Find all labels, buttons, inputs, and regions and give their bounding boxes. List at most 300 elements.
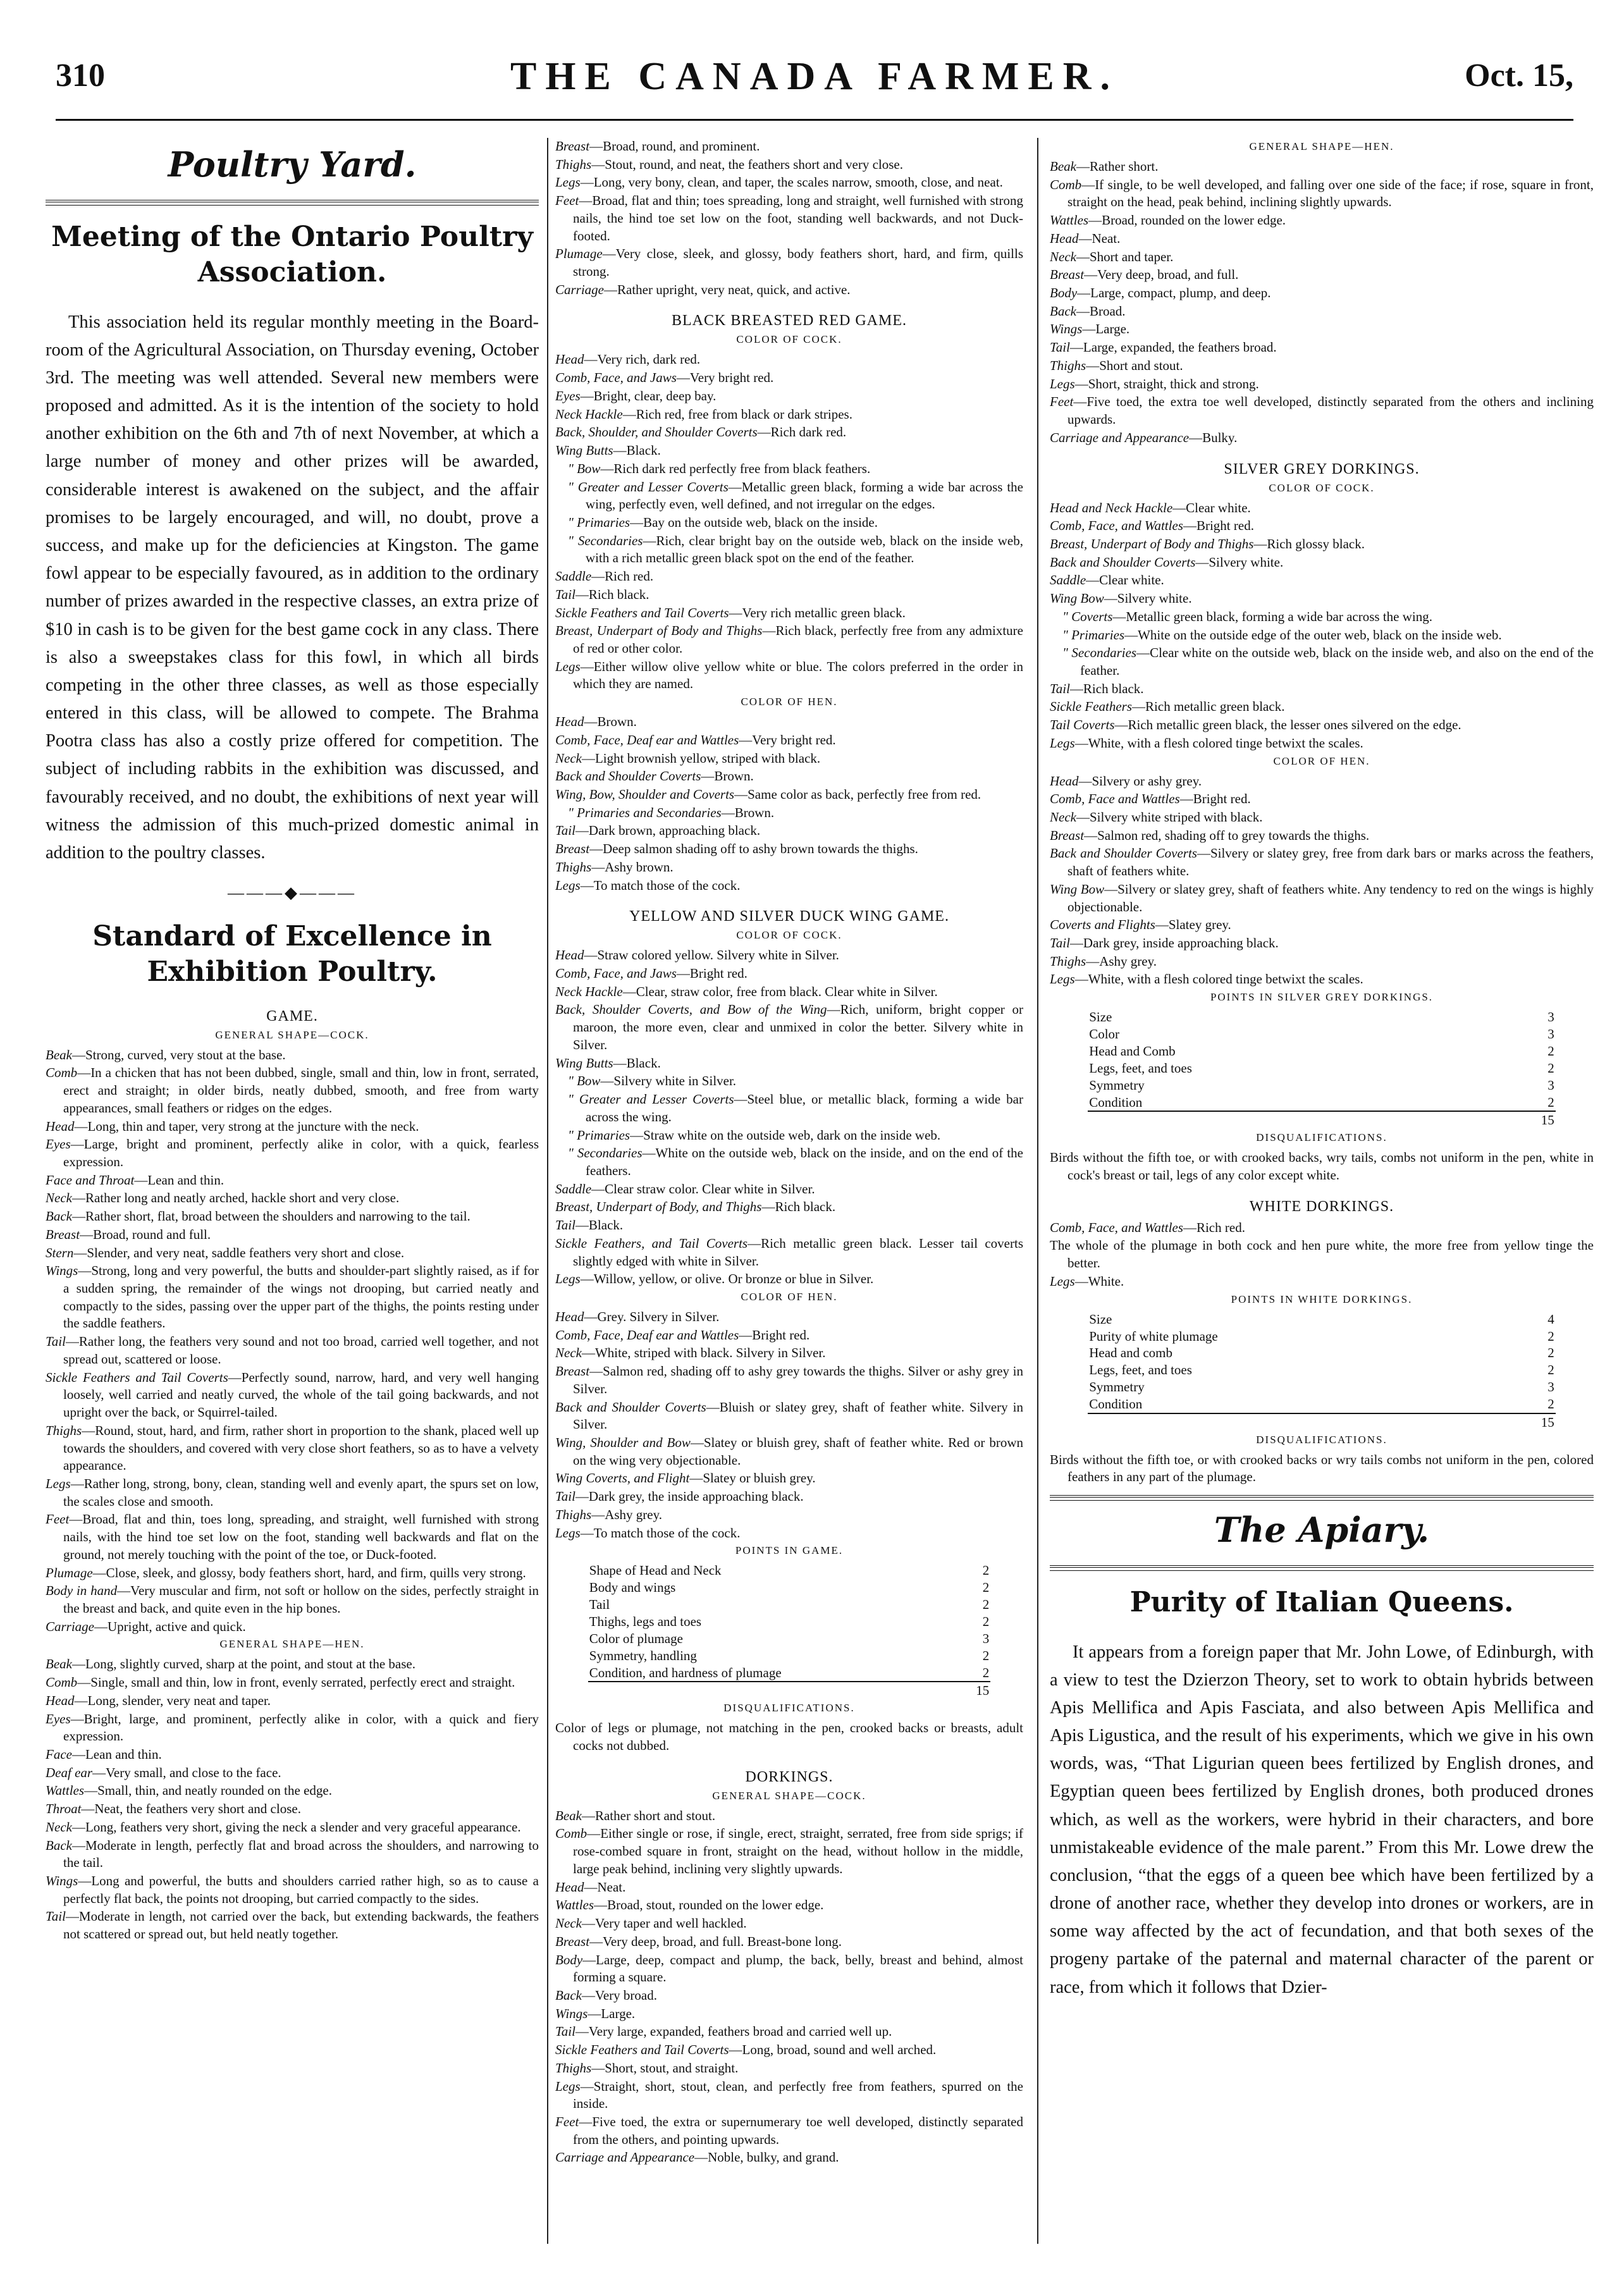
disqualifications-text: Color of legs or plumage, not matching in the pen, crooked backs or breasts, adult cocks not dubbed. <box>555 1720 1023 1754</box>
entry-key: Comb, Face, Deaf ear and Wattles <box>555 1327 739 1343</box>
standard-entry: Back, Shoulder, and Shoulder Coverts—Rich dark red. <box>555 424 847 440</box>
standard-entry: Plumage—Close, sleek, and glossy, body feathers short, hard, and firm, quills very strong. <box>46 1565 526 1580</box>
entry-text: Upright, active and quick. <box>108 1618 246 1634</box>
entry-key: Comb, Face, and Jaws <box>555 966 677 982</box>
standard-entry: Wings—Long and powerful, the butts and shoulders carried rather high, so as to cause a perfectly flat back, the points not drooping, but carried compactly to the sides. <box>46 1873 539 1906</box>
entry-text: Metallic green black, forming a wide bar across the wing, perfectly even, well defined, and not irregular on the edges. <box>586 479 1023 512</box>
entry-key: Body in hand <box>46 1583 118 1599</box>
points-total: 15 <box>1528 1413 1556 1431</box>
points-label: Legs, feet, and toes <box>1089 1061 1195 1076</box>
entry-text: Bright red. <box>689 966 747 982</box>
entry-key: Wing Butts <box>555 1055 613 1071</box>
points-label: Symmetry <box>1089 1379 1147 1394</box>
standard-entry: " Greater and Lesser Coverts—Metallic green black, forming a wide bar across the wing, perfectly even, well defined, and not irregular on the edges. <box>568 479 1023 512</box>
standard-entry: Neck—Rather long and neatly arched, hackle short and very close. <box>46 1190 400 1206</box>
entry-key: Head <box>555 714 584 730</box>
entry-text: Dark grey, the inside approaching black. <box>588 1489 804 1505</box>
entry-key: Neck <box>555 750 582 766</box>
points-value: 3 <box>1547 1077 1554 1093</box>
standard-entry: Neck—White, striped with black. Silvery in Silver. <box>555 1345 826 1361</box>
points-table <box>1088 1009 1556 1129</box>
entry-text: Steel blue, or metallic black, forming a wide bar across the wing. <box>586 1092 1023 1124</box>
entry-text: Short and stout. <box>1099 357 1183 373</box>
standard-entry: Head—Neat. <box>555 1879 626 1895</box>
entry-text: Rich black. <box>1083 680 1144 696</box>
entry-key: Wattles <box>1050 212 1089 228</box>
entry-text: Bay on the outside web, black on the inside. <box>643 514 878 530</box>
entry-text: Very rich, dark red. <box>597 352 701 367</box>
entry-text: Short, straight, thick and strong. <box>1088 376 1259 391</box>
entry-text: Silvery or ashy grey. <box>1092 773 1202 789</box>
entry-key: Saddle <box>555 569 592 584</box>
points-label: Size <box>1089 1312 1114 1327</box>
entry-list <box>555 1807 1023 2167</box>
standard-entry: Tail—Rich black. <box>555 586 649 602</box>
entry-key: Tail <box>1050 680 1070 696</box>
entry-key: Back, Shoulder Coverts, and Bow of the Wing <box>555 1002 827 1018</box>
subsection-heading: COLOR OF HEN. <box>741 696 838 708</box>
standard-entry: Breast—Deep salmon shading off to ashy brown towards the thighs. <box>555 841 918 857</box>
points-table <box>588 1562 990 1699</box>
points-row <box>1088 1060 1556 1077</box>
entry-key: Stern <box>46 1245 74 1260</box>
entry-key: " Secondaries <box>1062 645 1137 661</box>
entry-text: Small, thin, and neatly rounded on the edge. <box>97 1783 332 1799</box>
standard-entry: Beak—Rather short and stout. <box>555 1807 716 1823</box>
entry-text: Black. <box>626 443 661 459</box>
entry-key: Head <box>1050 230 1079 246</box>
standard-entry: Comb, Face and Wattles—Bright red. <box>1050 791 1251 807</box>
column-1 <box>46 138 539 2244</box>
entry-text: Broad, rounded on the lower edge. <box>1102 212 1286 228</box>
entry-text: Moderate in length, perfectly flat and broad across the shoulders, and narrowing to the tail. <box>63 1837 539 1871</box>
points-label: Purity of white plumage <box>1089 1329 1221 1344</box>
points-label: Size <box>1089 1009 1114 1025</box>
standard-entry: Thighs—Ashy brown. <box>555 859 674 875</box>
entry-key: Tail <box>555 2024 575 2040</box>
section-heading: GAME. <box>266 1007 318 1025</box>
standard-entry: " Secondaries—White on the outside web, black on the inside, and on the end of the feathers. <box>568 1145 1023 1178</box>
standard-entry: Body—Large, deep, compact and plump, the back, belly, breast and behind, almost forming a square. <box>555 1952 1023 1985</box>
entry-text: Same color as back, perfectly free from red. <box>747 787 981 802</box>
standard-entry: Tail Coverts—Rich metallic green black, the lesser ones silvered on the edge. <box>1050 717 1461 733</box>
entry-text: Five toed, the extra toe well developed, distinctly separated from the others and inclining upwards. <box>1067 394 1594 428</box>
entry-key: Breast, Underpart of Body, and Thighs <box>555 1199 762 1215</box>
entry-text: Rather short, flat, broad between the shoulders and narrowing to the tail. <box>85 1209 471 1224</box>
standard-entry: Eyes—Bright, large, and prominent, perfectly alike in color, with a quick and fiery expression. <box>46 1711 539 1744</box>
subsection-heading: DISQUALIFICATIONS. <box>1256 1433 1387 1446</box>
standard-entry: Comb, Face, Deaf ear and Wattles—Bright red. <box>555 1327 810 1343</box>
entry-key: Breast <box>555 1363 590 1379</box>
entry-text: Either single or rose, if single, erect, straight, serrated, free from side sprigs; if rose-combed square in front, straight on the head, without hollow in the middle, large peak behind, inclining very slightly upwards. <box>573 1826 1023 1876</box>
points-row <box>588 1562 990 1579</box>
entry-text: Very large, expanded, feathers broad and carried well up. <box>588 2024 892 2040</box>
entry-key: Deaf ear <box>46 1764 93 1780</box>
entry-text: Bright red. <box>1196 518 1254 534</box>
standard-entry: Carriage and Appearance—Noble, bulky, and grand. <box>555 2150 839 2165</box>
entry-text: Straight, short, stout, clean, and perfectly free from feathers, spurred on the inside. <box>573 2078 1023 2112</box>
entry-key: Legs <box>46 1475 71 1491</box>
points-value: 2 <box>1547 1094 1554 1110</box>
entry-text: Long and powerful, the butts and shoulders carried rather high, so as to cause a perfectly flat back, the points not drooping, but carried compactly to the sides. <box>63 1873 539 1906</box>
standard-entry: Wing Coverts, and Flight—Slatey or bluish grey. <box>555 1470 816 1486</box>
entry-key: Comb, Face, and Wattles <box>1050 1219 1183 1235</box>
entry-key: Tail <box>555 1217 575 1233</box>
entry-key: Comb <box>46 1675 78 1690</box>
entry-text: White, with a flesh colored tinge betwixt the scales. <box>1088 971 1363 987</box>
standard-entry: Legs—Either willow olive yellow white or blue. The colors preferred in the order in which they are named. <box>555 658 1023 692</box>
entry-key: Wings <box>46 1873 78 1889</box>
entry-list <box>46 1656 539 1943</box>
standard-entry: Breast—Very deep, broad, and full. Breast-bone long. <box>555 1933 842 1949</box>
entry-text: Straw white on the outside web, dark on the inside web. <box>643 1127 941 1143</box>
entry-text: To match those of the cock. <box>593 1525 741 1541</box>
entry-text: Silvery white. <box>1117 591 1192 606</box>
entry-text: Slatey grey. <box>1168 917 1231 933</box>
entry-key: Back <box>1050 303 1076 319</box>
entry-key: " Coverts <box>1062 608 1113 624</box>
points-row <box>1088 1362 1556 1379</box>
points-value: 3 <box>1547 1026 1554 1042</box>
entry-text: Broad. <box>1089 303 1126 319</box>
entry-list <box>46 1047 539 1636</box>
entry-key: Body <box>1050 285 1078 301</box>
entry-text: Black. <box>626 1055 661 1071</box>
entry-text: Neat. <box>1092 230 1121 246</box>
standard-entry: Neck—Light brownish yellow, striped with black. <box>555 750 821 766</box>
points-label: Head and Comb <box>1089 1043 1178 1059</box>
subsection-heading: GENERAL SHAPE—COCK. <box>215 1028 369 1041</box>
disqualifications-text: Birds without the fifth toe, or with crooked backs, wry tails, combs not uniform in the pen, white in cock's breast or tail, legs of any color except white. <box>1050 1150 1594 1183</box>
entry-text: Rather short. <box>1089 159 1159 174</box>
entry-text: Salmon red, shading off to grey towards the thighs. <box>1097 827 1370 843</box>
entry-key: Beak <box>46 1656 72 1672</box>
entry-text: Deep salmon shading off to ashy brown towards the thighs. <box>603 841 918 857</box>
entry-text: Rich black. <box>775 1199 836 1215</box>
standard-entry: Carriage and Appearance—Bulky. <box>1050 429 1238 445</box>
entry-key: Wing Bow <box>1050 591 1104 606</box>
points-label: Color of plumage <box>589 1631 686 1646</box>
entry-key: Neck <box>555 1916 582 1931</box>
standard-entry: Feet—Broad, flat and thin; toes spreading, long and straight, well furnished with strong nails, the hind toe set low on the foot, standing well backwards, and not Duck-footed. <box>555 193 1023 243</box>
entry-text: Rich metallic green black, the lesser ones silvered on the edge. <box>1128 717 1461 733</box>
section-heading: BLACK BREASTED RED GAME. <box>671 312 907 329</box>
entry-text: Silvery or slatey grey, free from dark bars or marks across the feathers, shaft of feathers white. <box>1067 846 1594 879</box>
points-label: Symmetry <box>1089 1078 1147 1093</box>
entry-list <box>555 1308 1023 1542</box>
points-row <box>588 1647 990 1665</box>
section-heading: WHITE DORKINGS. <box>1249 1198 1394 1215</box>
entry-text: Dark brown, approaching black. <box>588 823 761 839</box>
entry-text: Salmon red, shading off to ashy grey towards the thighs. Silver or ashy grey in Silver. <box>573 1363 1023 1396</box>
entry-text: Rich black. <box>588 586 649 602</box>
entry-key: Back <box>555 1987 582 2003</box>
entry-list <box>1050 773 1594 989</box>
subsection-heading: GENERAL SHAPE—COCK. <box>712 1789 866 1802</box>
entry-key: " Primaries <box>568 1127 631 1143</box>
section-ornament: ———◆——— <box>228 883 357 902</box>
entry-text: Round, stout, hard, and firm, rather short in proportion to the shank, placed well up towards the shoulders, and covered with very close short feathers, so as to have a velvety appearance. <box>63 1422 539 1474</box>
entry-key: Neck <box>46 1819 72 1835</box>
entry-key: Breast, Underpart of Body and Thighs <box>1050 536 1254 551</box>
entry-text: Perfectly sound, narrow, hard, and very well hanging loosely, well carried and neatly curved, the whole of the tail going backwards, and not upright over the back, or Squirrel-tailed. <box>63 1369 539 1420</box>
standard-entry: Legs—Short, straight, thick and strong. <box>1050 376 1259 391</box>
standard-entry: Back—Rather short, flat, broad between the shoulders and narrowing to the tail. <box>46 1209 471 1224</box>
standard-entry: Back and Shoulder Coverts—Brown. <box>555 768 754 784</box>
entry-text: Very deep, broad, and full. Breast-bone long. <box>603 1933 842 1949</box>
points-value: 2 <box>982 1647 990 1663</box>
standard-entry: Carriage—Upright, active and quick. <box>46 1618 246 1634</box>
entry-key: Comb, Face, and Wattles <box>1050 518 1183 534</box>
standard-entry: Legs—Long, very bony, clean, and taper, the scales narrow, smooth, close, and neat. <box>555 175 1003 190</box>
standard-entry: Tail—Rich black. <box>1050 680 1144 696</box>
entry-text: Brown. <box>734 804 775 820</box>
entry-key: Sickle Feathers and Tail Coverts <box>555 2042 729 2058</box>
subsection-heading: COLOR OF HEN. <box>741 1290 838 1303</box>
subsection-heading: COLOR OF COCK. <box>1269 481 1375 494</box>
points-table <box>1088 1311 1556 1431</box>
entry-key: Eyes <box>46 1136 71 1152</box>
entry-text: Rich red. <box>605 569 654 584</box>
standard-entry: Beak—Strong, curved, very stout at the base. <box>46 1047 286 1062</box>
entry-text: Rich, clear bright bay on the outside web, black on the inside web, with a rich metallic green black spot on the end of the feather. <box>586 532 1023 566</box>
entry-key: Breast <box>46 1226 80 1242</box>
entry-text: Long, slender, very neat and taper. <box>87 1692 271 1708</box>
entry-text: Rich dark red. <box>770 424 847 440</box>
entry-key: Wings <box>1050 321 1083 337</box>
points-label: Condition <box>1089 1396 1145 1412</box>
entry-text: Metallic green black, forming a wide bar across the wing. <box>1126 608 1432 624</box>
standard-entry: Legs—White. <box>1050 1273 1124 1289</box>
points-row <box>1088 1077 1556 1094</box>
entry-text: Bright red. <box>1193 791 1251 807</box>
entry-key: Breast <box>1050 827 1085 843</box>
standard-entry: Comb—In a chicken that has not been dubbed, single, small and thin, low in front, serrated, erect and straight; in older birds, neatly dubbed, smooth, and free from warty appearances, small feathers or ridges on the edges. <box>46 1065 539 1116</box>
points-total-row <box>1088 1413 1556 1431</box>
points-total-row <box>1088 1111 1556 1129</box>
standard-entry: Neck—Silvery white striped with black. <box>1050 809 1263 825</box>
points-value: 2 <box>982 1563 990 1579</box>
entry-text: Very deep, broad, and full. <box>1097 267 1239 283</box>
points-row <box>1088 1345 1556 1362</box>
standard-entry: Thighs—Round, stout, hard, and firm, rather short in proportion to the shank, placed well up towards the shoulders, and covered with very close short feathers, so as to have a velvety appearance. <box>46 1422 539 1474</box>
entry-key: Head <box>555 947 584 963</box>
entry-text: Close, sleek, and glossy, body feathers short, hard, and firm, quills very strong. <box>106 1565 526 1580</box>
entry-key: Saddle <box>555 1181 592 1197</box>
standard-entry: Sickle Feathers and Tail Coverts—Very rich metallic green black. <box>555 605 906 620</box>
standard-entry: Neck Hackle—Clear, straw color, free from black. Clear white in Silver. <box>555 983 938 999</box>
entry-text: Very muscular and firm, not soft or hollow on the sides, perfectly straight in the breast and back, and quite even in the hip bones. <box>63 1583 539 1616</box>
entry-text: Very small, and close to the face. <box>106 1764 281 1780</box>
subsection-heading: COLOR OF COCK. <box>736 333 842 346</box>
subsection-heading: POINTS IN WHITE DORKINGS. <box>1231 1293 1413 1305</box>
entry-key: Comb, Face, Deaf ear and Wattles <box>555 732 739 748</box>
standard-entry: Head—Long, slender, very neat and taper. <box>46 1692 271 1708</box>
entry-text: Rather long and neatly arched, hackle short and very close. <box>85 1190 400 1206</box>
standard-entry <box>1050 1237 1594 1272</box>
standard-entry: Tail—Very large, expanded, feathers broad and carried well up. <box>555 2024 892 2040</box>
article-title: Standard of Excellence in Exhibition Poultry. <box>92 920 492 988</box>
entry-key: Beak <box>46 1047 72 1062</box>
entry-text: Very bright red. <box>752 732 836 748</box>
entry-text: White on the outside edge of the outer web, black on the inside web. <box>1138 627 1502 643</box>
points-value: 4 <box>1547 1311 1554 1327</box>
heading-rule <box>1050 1495 1594 1501</box>
entry-key: Comb <box>46 1065 78 1081</box>
standard-entry: Legs—White, with a flesh colored tinge betwixt the scales. <box>1050 735 1363 751</box>
entry-text: Long, slightly curved, sharp at the point, and stout at the base. <box>85 1656 415 1672</box>
standard-entry: Legs—To match those of the cock. <box>555 877 741 893</box>
standard-entry: Back and Shoulder Coverts—Silvery white. <box>1050 554 1284 570</box>
entry-key: Carriage <box>46 1618 95 1634</box>
standard-entry: Tail—Large, expanded, the feathers broad. <box>1050 340 1277 355</box>
standard-entry: Sickle Feathers and Tail Coverts—Perfectly sound, narrow, hard, and very well hanging loosely, well carried and neatly curved, the whole of the tail going backwards, and not upright over the back, or Squirrel-tailed. <box>46 1369 539 1420</box>
points-label: Head and comb <box>1089 1345 1175 1360</box>
disqualifications-text: Birds without the fifth toe, or with crooked backs or wry tails combs not uniform in the pen, colored feathers in any part of the plumage. <box>1050 1451 1594 1485</box>
entry-key: Wings <box>46 1263 78 1279</box>
standard-entry: " Primaries—Straw white on the outside web, dark on the inside web. <box>568 1127 941 1143</box>
subsection-heading: POINTS IN SILVER GREY DORKINGS. <box>1210 991 1434 1004</box>
entry-key: Head and Neck Hackle <box>1050 500 1173 515</box>
standard-entry: Head—Straw colored yellow. Silvery white in Silver. <box>555 947 839 963</box>
entry-key: Breast <box>555 138 590 154</box>
entry-key: Tail <box>1050 340 1070 355</box>
entry-text: If single, to be well developed, and falling over one side of the face; if rose, square in front, straight on the head, peak behind, inclining slightly upwards. <box>1067 176 1594 210</box>
entry-key: Wing Coverts, and Flight <box>555 1470 690 1486</box>
entry-list <box>1050 158 1594 447</box>
points-label: Symmetry, handling <box>589 1648 699 1663</box>
entry-key: Head <box>555 1879 584 1895</box>
entry-key: Thighs <box>555 859 592 875</box>
points-row <box>588 1579 990 1596</box>
standard-entry: Comb, Face, Deaf ear and Wattles—Very bright red. <box>555 732 836 748</box>
entry-key: Neck Hackle <box>555 406 623 422</box>
column-3 <box>1050 138 1594 2244</box>
entry-key: Neck <box>1050 809 1076 825</box>
entry-key: Face <box>46 1747 72 1762</box>
standard-entry: Tail—Dark grey, the inside approaching black. <box>555 1489 804 1505</box>
points-row <box>1088 1379 1556 1396</box>
entry-text: Single, small and thin, low in front, evenly serrated, perfectly erect and straight. <box>90 1675 515 1690</box>
points-label: Tail <box>589 1597 612 1612</box>
standard-entry: Head—Very rich, dark red. <box>555 352 701 367</box>
entry-text: Neat, the feathers very short and close. <box>94 1801 301 1817</box>
entry-text: Ashy grey. <box>605 1506 662 1522</box>
entry-text: Slatey or bluish grey. <box>703 1470 816 1486</box>
standard-entry: Head—Grey. Silvery in Silver. <box>555 1308 720 1324</box>
standard-entry: " Primaries—White on the outside edge of the outer web, black on the inside web. <box>1062 627 1502 643</box>
points-row <box>1088 1009 1556 1026</box>
entry-key: Feet <box>1050 394 1074 410</box>
entry-key: " Greater and Lesser Coverts <box>568 479 729 495</box>
standard-entry: Wing Bow—Silvery or slatey grey, shaft of feathers white. Any tendency to red on the wings is highly objectionable. <box>1050 881 1594 914</box>
entry-text: Brown. <box>597 714 637 730</box>
entry-text: Short, stout, and straight. <box>605 2060 739 2076</box>
points-label: Shape of Head and Neck <box>589 1563 724 1578</box>
entry-key: Sickle Feathers and Tail Coverts <box>46 1369 228 1385</box>
entry-text: Silvery white in Silver. <box>613 1073 737 1089</box>
entry-key: Tail <box>555 1489 575 1505</box>
entry-key: Thighs <box>555 156 592 172</box>
standard-entry: Saddle—Clear white. <box>1050 572 1164 588</box>
points-total: 15 <box>1528 1111 1556 1129</box>
entry-key: Plumage <box>555 246 603 262</box>
standard-entry: Carriage—Rather upright, very neat, quick, and active. <box>555 281 851 297</box>
standard-entry: Neck—Very taper and well hackled. <box>555 1916 747 1931</box>
entry-text: Grey. Silvery in Silver. <box>597 1308 720 1324</box>
column-rule <box>1037 138 1038 2244</box>
points-row <box>1088 1311 1556 1328</box>
standard-entry: Breast, Underpart of Body, and Thighs—Rich black. <box>555 1199 836 1215</box>
points-row <box>1088 1026 1556 1043</box>
standard-entry: Body in hand—Very muscular and firm, not soft or hollow on the sides, perfectly straight in the breast and back, and quite even in the hip bones. <box>46 1583 539 1616</box>
entry-text: Rich black, perfectly free from any admixture of red or other color. <box>573 623 1023 656</box>
standard-entry: Breast—Broad, round and full. <box>46 1226 211 1242</box>
entry-key: Wattles <box>46 1783 85 1799</box>
entry-text: Rich metallic green black. Lesser tail coverts slightly edged with white in Silver. <box>573 1235 1023 1269</box>
standard-entry: Wing, Bow, Shoulder and Coverts—Same color as back, perfectly free from red. <box>555 787 981 802</box>
entry-text: Clear, straw color, free from black. Clear white in Silver. <box>636 983 938 999</box>
subsection-heading: GENERAL SHAPE—HEN. <box>1249 140 1394 152</box>
standard-entry: Wings—Large. <box>1050 321 1130 337</box>
standard-entry: Back and Shoulder Coverts—Bluish or slatey grey, shaft of feather white. Silvery in Silver. <box>555 1399 1023 1432</box>
entry-key: Saddle <box>1050 572 1086 588</box>
standard-entry: Legs—White, with a flesh colored tinge betwixt the scales. <box>1050 971 1363 987</box>
standard-entry: Thighs—Short and stout. <box>1050 357 1183 373</box>
subsection-heading: POINTS IN GAME. <box>735 1544 844 1557</box>
entry-text: Lean and thin. <box>147 1172 225 1188</box>
entry-text: Long, very bony, clean, and taper, the scales narrow, smooth, close, and neat. <box>593 175 1003 190</box>
entry-key: Face and Throat <box>46 1172 135 1188</box>
standard-entry: Eyes—Large, bright and prominent, perfectly alike in color, with a quick, fearless expression. <box>46 1136 539 1169</box>
entry-key: Comb, Face, and Jaws <box>555 370 677 386</box>
standard-entry: Head—Silvery or ashy grey. <box>1050 773 1202 789</box>
standard-entry: Tail—Dark grey, inside approaching black. <box>1050 935 1279 951</box>
entry-text: Bright red. <box>752 1327 810 1343</box>
entry-text: Slender, and very neat, saddle feathers very short and close. <box>87 1245 405 1260</box>
entry-key: Sickle Feathers <box>1050 699 1133 715</box>
entry-text: Large, compact, plump, and deep. <box>1090 285 1271 301</box>
entry-key: Wing, Bow, Shoulder and Coverts <box>555 787 735 802</box>
entry-text: Very taper and well hackled. <box>594 1916 747 1931</box>
standard-entry: Head—Long, thin and taper, very strong at the juncture with the neck. <box>46 1118 419 1134</box>
points-label: Legs, feet, and toes <box>1089 1362 1195 1377</box>
standard-entry: Breast, Underpart of Body and Thighs—Rich black, perfectly free from any admixture of red or other color. <box>555 623 1023 656</box>
entry-key: Eyes <box>555 388 581 403</box>
entry-text: Ashy brown. <box>605 859 674 875</box>
entry-key: Plumage <box>46 1565 93 1580</box>
entry-text: Brown. <box>714 768 754 784</box>
entry-key: Breast <box>555 1933 590 1949</box>
points-value: 3 <box>1547 1379 1554 1395</box>
standard-entry: Beak—Rather short. <box>1050 159 1159 174</box>
points-value: 2 <box>1547 1043 1554 1059</box>
entry-key: Carriage and Appearance <box>555 2150 695 2165</box>
entry-key: Sickle Feathers, and Tail Coverts <box>555 1235 748 1251</box>
entry-text: To match those of the cock. <box>593 877 741 893</box>
standard-entry: " Secondaries—Rich, clear bright bay on the outside web, black on the inside web, with a rich metallic green black spot on the end of the feather. <box>568 532 1023 566</box>
standard-entry: Breast, Underpart of Body and Thighs—Rich glossy black. <box>1050 536 1365 551</box>
standard-entry: Legs—Straight, short, stout, clean, and perfectly free from feathers, spurred on the inside. <box>555 2078 1023 2112</box>
entry-text: Very rich metallic green black. <box>742 605 906 620</box>
entry-text: Strong, curved, very stout at the base. <box>85 1047 286 1062</box>
entry-list <box>555 138 1023 298</box>
section-heading: SILVER GREY DORKINGS. <box>1224 460 1420 477</box>
entry-key: Tail Coverts <box>1050 717 1115 733</box>
entry-text: Broad, round and full. <box>93 1226 211 1242</box>
points-row <box>588 1630 990 1647</box>
subsection-heading: DISQUALIFICATIONS. <box>723 1702 855 1714</box>
